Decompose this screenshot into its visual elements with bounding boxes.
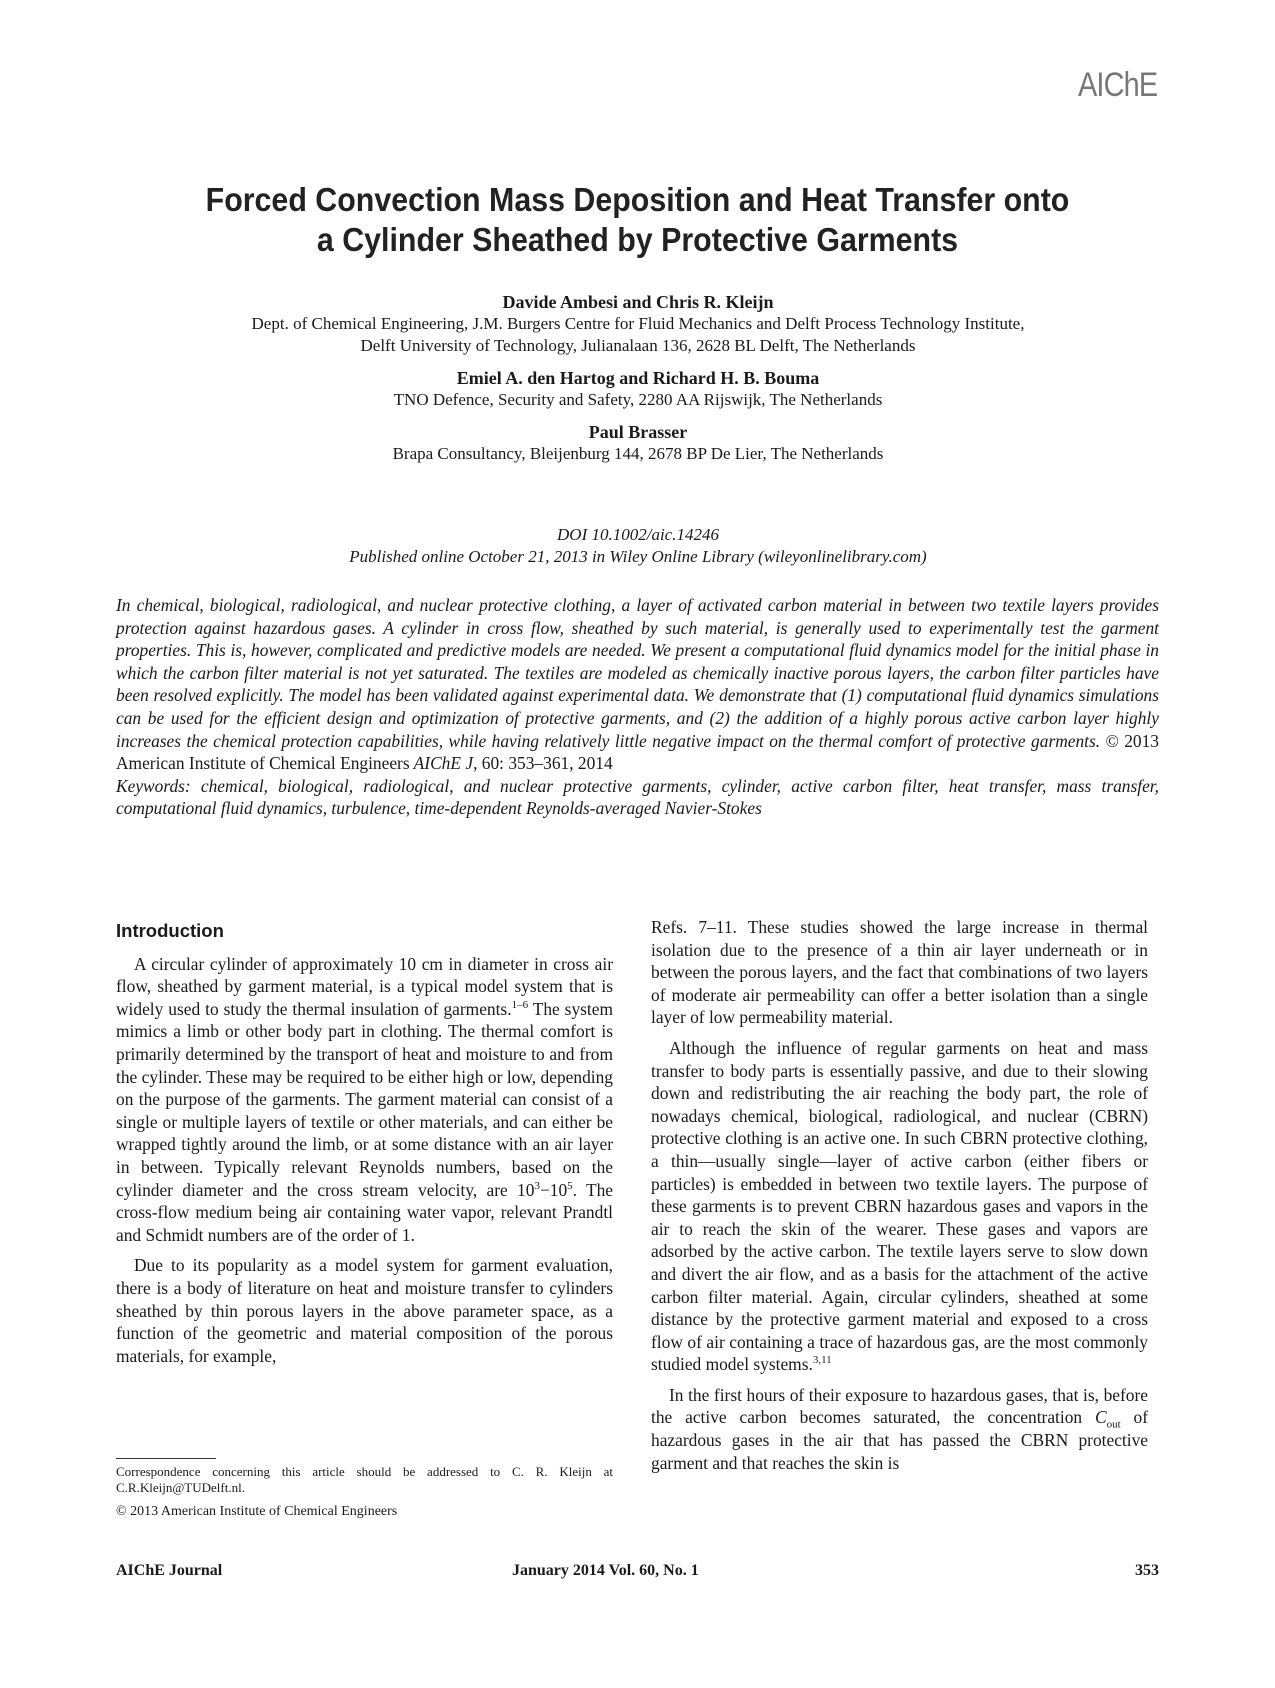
affiliation-3: Brapa Consultancy, Bleijenburg 144, 2678 BP De Lier, The Netherlands — [392, 444, 884, 463]
published-line: Published online October 21, 2013 in Wiley Online Library (wileyonlinelibrary.com) — [349, 547, 927, 566]
doi-block — [118, 524, 1158, 568]
left-column — [116, 920, 613, 1375]
paper-title — [161, 180, 1113, 260]
author-names-2: Emiel A. den Hartog and Richard H. B. Bouma — [456, 368, 820, 388]
doi: DOI 10.1002/aic.14246 — [557, 525, 719, 544]
abstract-journal: AIChE J — [413, 753, 474, 774]
copyright-line: © 2013 American Institute of Chemical Engineers — [116, 1504, 398, 1519]
footnote-rule — [116, 1458, 216, 1459]
section-heading-introduction: Introduction — [116, 920, 224, 941]
author-names-1: Davide Ambesi and Chris R. Kleijn — [502, 292, 774, 312]
affiliation-2: TNO Defence, Security and Safety, 2280 AA Rijswijk, The Netherlands — [393, 390, 883, 409]
affiliation-1a: Dept. of Chemical Engineering, J.M. Burgers Centre for Fluid Mechanics and Delft Process Technology Institute, — [251, 314, 1025, 333]
footer-journal: AIChE Journal — [116, 1562, 223, 1579]
affiliation-1b: Delft University of Technology, Julianalaan 136, 2628 BL Delft, The Netherlands — [360, 336, 916, 355]
correspondence-footnote: Correspondence concerning this article should be addressed to C. R. Kleijn at C.R.Kleijn@TUDelft.nl. — [116, 1464, 613, 1495]
abstract-text: In chemical, biological, radiological, and nuclear protective clothing, a layer of activated carbon material in between two textile layers provides protection against hazardous gases. A cylinder in cross flow, sheathed by such material, is generally used to experimentally test the garment properties. This is, however, complicated and predictive models are needed. We present a computational fluid dynamics model for the initial phase in which the carbon filter material is not yet saturated. The textiles are modeled as chemically inactive porous layers, the carbon filter particles have been resolved explicitly. The model has been validated against experimental data. We demonstrate that (1) computational fluid dynamics simulations can be used for the efficient design and optimization of protective garments, and (2) the addition of a highly porous active carbon layer highly increases the chemical protection capabilities, while having relatively little negative impact on the thermal comfort of protective garments. — [116, 595, 1159, 751]
title-line-1: Forced Convection Mass Deposition and Heat Transfer onto — [205, 181, 1070, 218]
intro-paragraph-1: A circular cylinder of approximately 10 cm in diameter in cross air flow, sheathed by garment material, is a typical model system that is widely used to study the thermal insulation of garments.$^{1-6}$ The system mimics a limb or other body part in clothing. The thermal comfort is primarily determined by the transport of heat and moisture to and from the cylinder. These may be required to be either high or low, depending on the purpose of the garments. The garment material can consist of a single or multiple layers of textile or other materials, and can either be wrapped tightly around the limb, or at some distance with an air layer in between. Typically relevant Reynolds numbers, based on the cylinder diameter and the cross stream velocity, are $10^3-10^5$. The cross-flow medium being air containing water vapor, relevant Prandtl and Schmidt numbers are of the order of 1. — [116, 953, 613, 1245]
footer-page-number: 353 — [1135, 1562, 1159, 1579]
author-names-3: Paul Brasser — [588, 422, 688, 442]
right-column — [651, 916, 1148, 1482]
intro-paragraph-4: Although the influence of regular garments on heat and mass transfer to body parts is essentially passive, and due to their slowing down and redistributing the air reaching the body part, the role of nowadays chemical, biological, radiological, and nuclear (CBRN) protective clothing is an active one. In such CBRN protective clothing, a thin—usually single—layer of active carbon (either fibers or particles) is embedded in between two textile layers. The purpose of these garments is to prevent CBRN hazardous gases and vapors in the air to reach the skin of the wearer. These gases and vapors are adsorbed by the active carbon. The textile layers serve to slow down and divert the air flow, and as a basis for the attachment of the active carbon filter material. Again, circular cylinders, sheathed at some distance by the protective garment material and exposed to a cross flow of air containing a trace of hazardous gas, are the most commonly studied model systems.$^{3,11}$ — [651, 1037, 1148, 1375]
abstract — [116, 594, 1159, 820]
title-line-2: a Cylinder Sheathed by Protective Garments — [316, 221, 959, 258]
intro-paragraph-2: Due to its popularity as a model system for garment evaluation, there is a body of literature on heat and moisture transfer to cylinders sheathed by thin porous layers in the above parameter space, as a function of the geometric and material composition of the porous materials, for example, — [116, 1255, 613, 1366]
intro-paragraph-3: Refs. 7–11. These studies showed the large increase in thermal isolation due to the presence of a thin air layer underneath or in between the porous layers, and the fact that combinations of two layers of moderate air permeability can offer a better isolation than a single layer of low permeability material. — [651, 917, 1148, 1028]
author-block — [118, 291, 1158, 465]
keywords: Keywords: chemical, biological, radiological, and nuclear protective garments, cylinder, active carbon filter, heat transfer, mass transfer, computational fluid dynamics, turbulence, time-dependent Reynolds-averaged Navier-Stokes — [116, 775, 1159, 819]
intro-paragraph-5: In the first hours of their exposure to hazardous gases, that is, before the active carbon becomes saturated, the concentration $C_{out}$ of hazardous gases in the air that has passed the CBRN protective garment and that reaches the skin is — [651, 1384, 1148, 1473]
abstract-copyright: © 2013 American Institute of Chemical Engineers — [116, 730, 1160, 774]
footer-issue: January 2014 Vol. 60, No. 1 — [512, 1562, 699, 1579]
aiche-logo: AIChE — [1077, 66, 1157, 104]
abstract-citation: , 60: 353–361, 2014 — [473, 753, 613, 774]
